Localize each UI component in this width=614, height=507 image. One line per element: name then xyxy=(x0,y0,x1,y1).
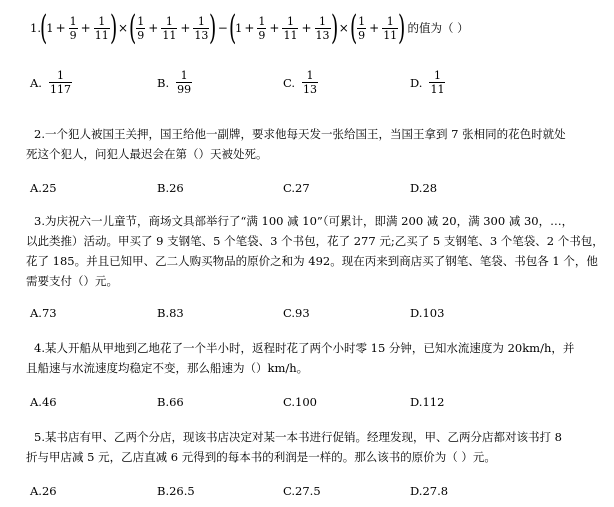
q2-option-b: B.26 xyxy=(157,181,184,195)
q4-option-b: B.66 xyxy=(157,395,184,409)
q3-option-a: A.73 xyxy=(30,306,57,320)
question-2-text: 2.一个犯人被国王关押，国王给他一副牌，要求他每天发一张给国王，当国王拿到 7 张相同的花色时就处 死这个犯人，问犯人最迟会在第（）天被处死。 xyxy=(26,127,566,161)
question-1-expression: 1. ( 1 + $\frac{1}{9}$ + $\frac{1}{11}$ ) × ( $\frac{1}{9}$ + $\frac{1}{11}$ + $\frac{1}{13}$ ) − ( 1 + $\frac{1}{9}$ + $\frac{1}{11}$ + $\frac{1}{13}$ ) × ( $\frac{1}{9}$ + $\frac{1}{11}$ ) 的值为（ ） xyxy=(30,8,469,48)
q2-option-a: A.25 xyxy=(30,181,57,195)
q1-number: 1. xyxy=(30,21,41,35)
q5-option-c: C.27.5 xyxy=(283,484,321,498)
question-3-text: 3.为庆祝六一儿童节，商场文具部举行了“满 100 减 10”（可累计，即满 200 减 20，满 300 减 30，…， 以此类推）活动。甲买了 9 支钢笔、5 个笔袋、3 个书包，花了 277 元;乙买了 5 支钢笔、3 个笔袋、2 个书包， 花了 185。并且已知甲、乙二人购买物品的原价之和为 492。现在丙来到商店买了钢笔、笔袋、书包各 1 个，他 需要支付（）元。 xyxy=(26,214,604,288)
q1-option-b: B. $\frac{1}{99}$ xyxy=(157,69,192,96)
question-4-text: 4.某人开船从甲地到乙地花了一个半小时，返程时花了两个小时零 15 分钟，已知水流速度为 20km/h，并 且船速与水流速度均稳定不变，那么船速为（）km/h。 xyxy=(26,341,575,375)
q2-option-d: D.28 xyxy=(410,181,438,195)
q1-option-a: A. $\frac{1}{117}$ xyxy=(30,69,71,96)
q1-option-c: C. $\frac{1}{13}$ xyxy=(283,69,318,96)
q3-option-b: B.83 xyxy=(157,306,184,320)
q3-option-d: D.103 xyxy=(410,306,445,320)
q4-option-c: C.100 xyxy=(283,395,317,409)
q4-option-d: D.112 xyxy=(410,395,445,409)
question-5-text: 5.某书店有甲、乙两个分店，现该书店决定对某一本书进行促销。经理发现，甲、乙两分店都对该书打 8 折与甲店减 5 元，乙店直减 6 元得到的每本书的利润是一样的。那么该书的原价为（ ）元。 xyxy=(26,430,562,464)
q2-option-c: C.27 xyxy=(283,181,310,195)
q4-option-a: A.46 xyxy=(30,395,57,409)
q5-option-a: A.26 xyxy=(30,484,57,498)
q1-option-d: D. $\frac{1}{11}$ xyxy=(410,69,445,96)
q1-suffix: 的值为（ ） xyxy=(407,21,469,35)
q3-option-c: C.93 xyxy=(283,306,310,320)
q5-option-d: D.27.8 xyxy=(410,484,449,498)
q5-option-b: B.26.5 xyxy=(157,484,195,498)
